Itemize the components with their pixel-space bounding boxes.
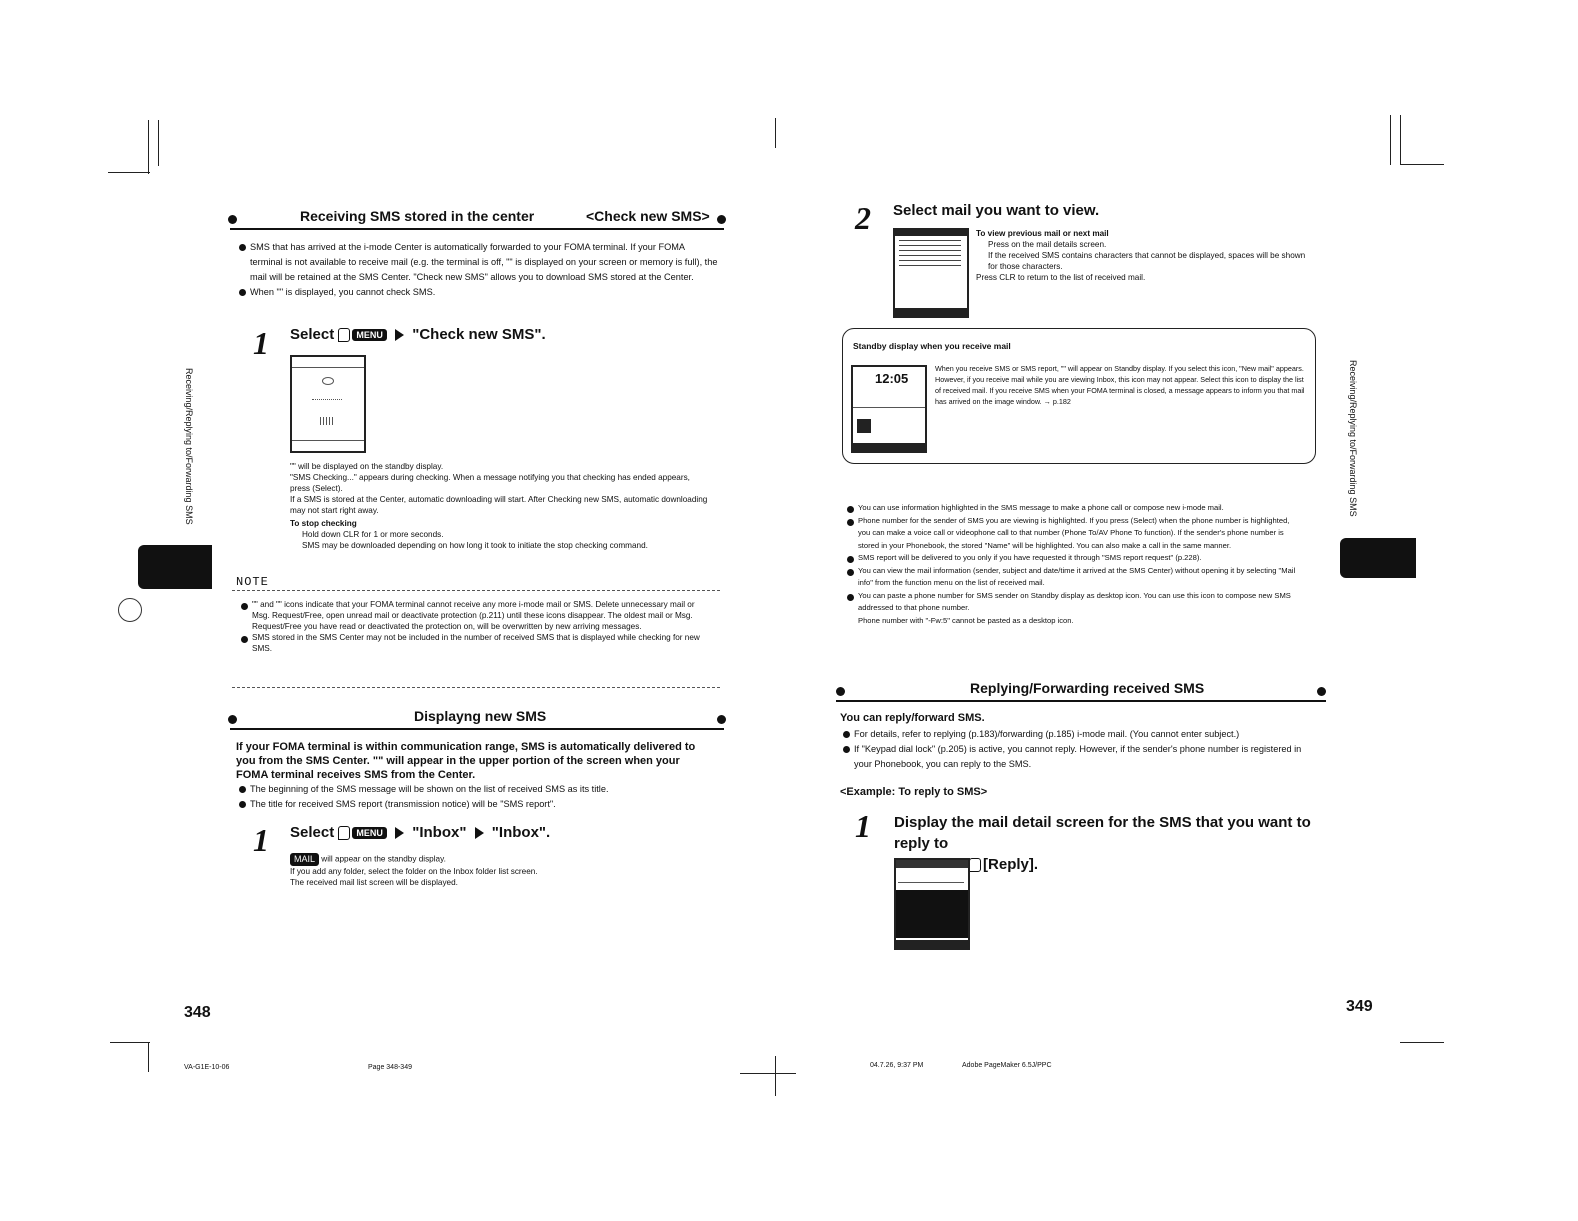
section-header (230, 708, 724, 730)
note-line: Press CLR to return to the list of received mail. (976, 273, 1146, 282)
note-bullet: SMS report will be delivered to you only if you have requested it through "SMS report request" (p.228). (846, 552, 1302, 565)
note-content (240, 599, 710, 654)
info-box-title: Standby display when you receive mail (853, 341, 1011, 351)
crop-mark (110, 1042, 150, 1043)
note-box (232, 575, 720, 688)
step-instruction (290, 824, 550, 841)
side-label: Receiving/Replying to/Forwarding SMS (1348, 360, 1358, 517)
step-number: 2 (855, 200, 871, 236)
bullet-dot-icon (717, 715, 726, 724)
section-tag: <Check new SMS> (586, 208, 710, 224)
example-label: <Example: To reply to SMS> (840, 786, 988, 798)
section-header (230, 208, 724, 230)
arrow-icon (475, 827, 484, 839)
section-intro: If your FOMA terminal is within communication range, SMS is automatically delivered to you from the SMS Center. "" will appear in the upper portion of the screen when your FOMA terminal receives SMS from the Center. (236, 741, 696, 781)
step-line: [Reply]. (983, 856, 1039, 873)
note-line: If a SMS is stored at the Center, automatic downloading will start. After Checking new SMS, automatic downloading may not start right away. (290, 495, 708, 515)
bullet-text: The title for received SMS report (transmission notice) will be "SMS report". (238, 797, 718, 812)
crop-mark (108, 172, 150, 173)
softkey-icon (338, 328, 350, 342)
standby-screen-image (851, 365, 927, 453)
page-number: 348 (184, 1004, 211, 1021)
crop-mark (148, 1042, 149, 1072)
note-label: NOTE (236, 575, 269, 589)
crop-mark (775, 1056, 776, 1096)
section-header (836, 680, 1326, 702)
bullet-dot-icon (228, 215, 237, 224)
footer-text: 04.7.26, 9:37 PM (870, 1062, 924, 1069)
stop-line: Hold down CLR for 1 or more seconds. (302, 530, 444, 539)
chapter-tab (138, 545, 212, 589)
step-target: "Check new SMS". (412, 326, 546, 343)
crop-mark (148, 120, 149, 174)
note-line: The received mail list screen will be displayed. (290, 878, 458, 887)
note-line: "" will be displayed on the standby display. (290, 462, 444, 471)
step-target: "Inbox". (491, 824, 551, 841)
bullet-text: The beginning of the SMS message will be shown on the list of received SMS as its title. (238, 782, 718, 797)
note-line: will appear on the standby display. (321, 854, 446, 864)
softkey-icon (338, 826, 350, 840)
bullet-text: When "" is displayed, you cannot check SMS. (238, 285, 718, 300)
step-number: 1 (253, 822, 269, 858)
note-line: Press on the mail details screen. (988, 240, 1107, 249)
mail-key: MAIL (290, 853, 319, 866)
phone-screen-image (893, 228, 969, 318)
section-intro (238, 240, 718, 300)
section-intro: You can reply/forward SMS. (840, 712, 985, 724)
stop-title: To stop checking (290, 519, 357, 528)
note-line: Phone number with "-Fw:5" cannot be pasted as a desktop icon. (858, 615, 1074, 625)
arrow-icon (395, 329, 404, 341)
note-bullet: SMS stored in the SMS Center may not be included in the number of received SMS that is displayed while checking for new SMS. (240, 632, 710, 654)
note-line: If you add any folder, select the folder on the Inbox folder list screen. (290, 867, 538, 876)
crop-mark (740, 1073, 796, 1074)
note-content (846, 502, 1302, 627)
step-verb: Select (290, 824, 335, 841)
note-bullet: Phone number for the sender of SMS you are viewing is highlighted. If you press (Select) when the phone number is highlighted, you can make a voice call or videophone call to that number (Phone To/AV Phone To function). If the sender's phone number is stored in your Phonebook, the stored "Name" will be highlighted. You can also make a call in the same manner. (846, 515, 1302, 553)
crop-mark (775, 118, 776, 148)
step-verb: Select (290, 326, 335, 343)
note-line: "SMS Checking..." appears during checking. When a message notifying you that checking has ended appears, press (Select). (290, 473, 690, 493)
note-bullet: You can paste a phone number for SMS sender on Standby display as desktop icon. You can use this icon to compose new SMS addressed to that phone number. (846, 590, 1302, 615)
crop-mark (1400, 164, 1444, 165)
section-title: Receiving SMS stored in the center (300, 208, 535, 224)
section-title: Displayng new SMS (414, 708, 547, 724)
crop-mark (1390, 115, 1391, 165)
step-notes (290, 853, 710, 888)
step-number: 1 (253, 325, 269, 361)
info-box-text: When you receive SMS or SMS report, "" will appear on Standby display. If you select this icon, "New mail" appears. However, if you receive mail while you are viewing Inbox, this icon may not appear. Select this icon to display the list of received mail. If you receive SMS when your FOMA terminal is closed, a message appears to inform you that mail has arrived on the image window. → p.182 (935, 364, 1305, 406)
step-notes (976, 228, 1306, 283)
step-target: "Inbox" (412, 824, 467, 841)
bullet-dot-icon (836, 687, 845, 696)
bullet-dot-icon (717, 215, 726, 224)
crop-mark (1400, 1042, 1444, 1043)
step-instruction (290, 326, 546, 343)
bullet-dot-icon (1317, 687, 1326, 696)
menu-key: MENU (352, 329, 387, 341)
softkey-icon (969, 858, 981, 872)
crop-mark (158, 120, 159, 166)
section-bullets (842, 727, 1312, 772)
footer-text: Adobe PageMaker 6.5J/PPC (962, 1062, 1052, 1069)
arrow-icon (395, 827, 404, 839)
step-number: 1 (855, 808, 871, 844)
step-instruction: Select mail you want to view. (893, 202, 1100, 219)
phone-screen-image (894, 858, 970, 950)
phone-screen-image (290, 355, 366, 453)
bullet-dot-icon (228, 715, 237, 724)
menu-key: MENU (352, 827, 387, 839)
registration-mark (118, 598, 142, 622)
note-bullet: You can view the mail information (sender, subject and date/time it arrived at the SMS Center) without opening it by selecting "Mail info" from the function menu on the list of received mail. (846, 565, 1302, 590)
crop-mark (1400, 115, 1401, 165)
side-label: Receiving/Replying to/Forwarding SMS (184, 368, 194, 525)
note-line: If the received SMS contains characters that cannot be displayed, spaces will be shown for those characters. (988, 251, 1306, 271)
note-box (842, 494, 1302, 654)
footer-text: VA-G1E-10-06 (184, 1064, 230, 1071)
stop-line: SMS may be downloaded depending on how long it took to initiate the stop checking command. (302, 541, 648, 550)
info-box (842, 328, 1316, 464)
standby-clock: 12:05 (875, 371, 909, 386)
bullet-text: SMS that has arrived at the i-mode Center is automatically forwarded to your FOMA terminal. If your FOMA terminal is not available to receive mail (e.g. the terminal is off, "" is displayed on your screen or memory is full), the mail will be retained at the SMS Center. "Check new SMS" allows you to download SMS stored at the Center. (238, 240, 718, 285)
note-bullet: You can use information highlighted in the SMS message to make a phone call or compose new i-mode mail. (846, 502, 1302, 515)
chapter-tab (1340, 538, 1416, 578)
bullet-text: For details, refer to replying (p.183)/forwarding (p.185) i-mode mail. (You cannot enter subject.) (842, 727, 1312, 742)
section-bullets (238, 782, 718, 812)
notes-title: To view previous mail or next mail (976, 229, 1109, 238)
page-number: 349 (1346, 998, 1373, 1015)
step-notes (290, 461, 710, 551)
footer-text: Page 348-349 (368, 1064, 412, 1071)
note-bullet: "" and "" icons indicate that your FOMA terminal cannot receive any more i-mode mail or SMS. Delete unnecessary mail or Msg. Request/Free, open unread mail or deactivate protection (p.211) until these icons disappear. The oldest mail or Msg. Request/Free you have read or deactivated the protection on, will be overwritten by new arriving messages. (240, 599, 710, 632)
step-line: Display the mail detail screen for the SMS that you want to reply to (894, 814, 1311, 852)
bullet-text: If "Keypad dial lock" (p.205) is active, you cannot reply. However, if the sender's phone number is registered in your Phonebook, you can reply to the SMS. (842, 742, 1312, 772)
section-title: Replying/Forwarding received SMS (970, 680, 1205, 696)
